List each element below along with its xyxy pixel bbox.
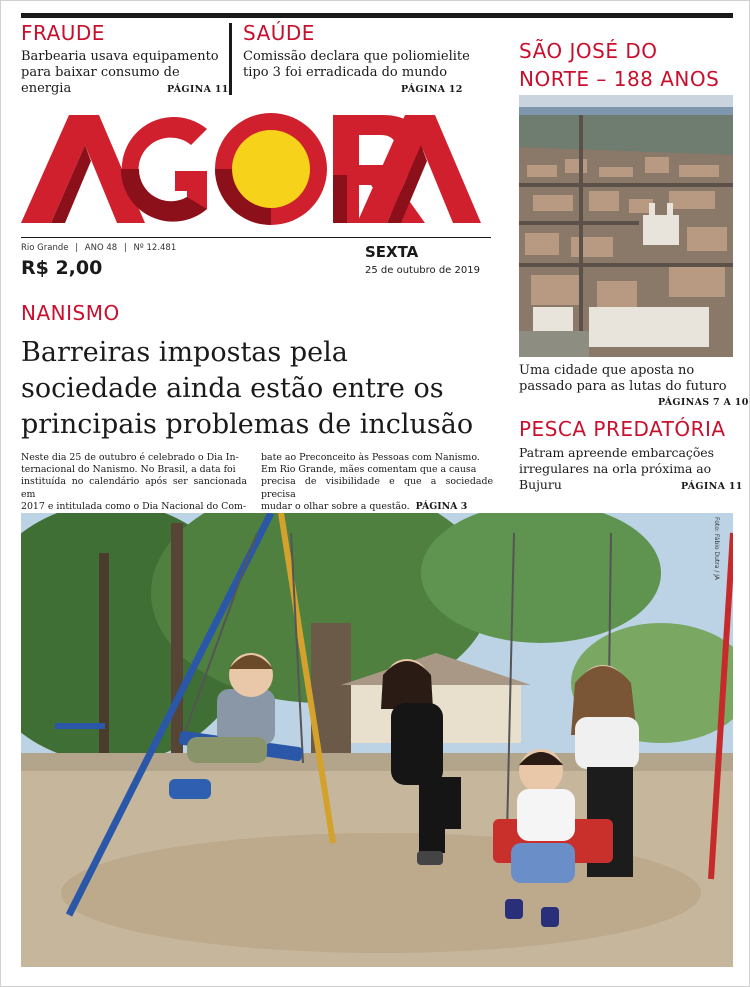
- lead-headline: [21, 335, 491, 443]
- teaser-line: irregulares na orla próxima ao Bujuru: [519, 461, 712, 492]
- aerial-city-photo: [519, 95, 733, 357]
- issue-number: Nº 12.481: [133, 243, 177, 253]
- body-line: mudar o olhar sobre a questão.: [261, 500, 410, 512]
- body-line: instituída no calendário após ser sancionada em: [21, 476, 247, 500]
- sidebar-second-page: PÁGINA 11: [681, 481, 743, 492]
- teaser-line: Patram apreende embarcações: [519, 445, 714, 460]
- teaser-line: Comissão declara que poliomielite: [243, 49, 470, 64]
- teaser-divider: [229, 23, 232, 95]
- body-line-last: [261, 501, 493, 513]
- kicker-line: NORTE – 188 ANOS: [519, 67, 720, 91]
- agora-logo: [21, 105, 481, 231]
- lead-kicker: NANISMO: [21, 301, 120, 325]
- meta-sep: |: [123, 243, 127, 253]
- playground-photo: [21, 513, 733, 967]
- body-line: Em Rio Grande, mães comentam que a causa: [261, 464, 477, 476]
- body-line: Neste dia 25 de outubro é celebrado o Dia In-: [21, 452, 239, 463]
- body-line: ternacional do Nanismo. No Brasil, a data foi: [21, 464, 236, 476]
- caption-line: Uma cidade que aposta no: [519, 363, 695, 378]
- sidebar-photo-pages: PÁGINAS 7 A 10: [658, 397, 749, 408]
- logo-letter-o: [215, 113, 327, 225]
- teaser-line: para baixar consumo de energia: [21, 65, 180, 96]
- lead-column-1: [21, 452, 247, 513]
- teaser-saude-text: [243, 49, 473, 81]
- caption-line: passado para as lutas do futuro: [519, 379, 727, 394]
- masthead-rule: [21, 237, 491, 238]
- headline-line: Barreiras impostas pela: [21, 337, 348, 368]
- lead-column-2: [261, 452, 493, 513]
- kicker-line: SÃO JOSÉ DO: [519, 39, 658, 63]
- teaser-line: tipo 3 foi erradicada do mundo: [243, 65, 448, 80]
- body-line: 2017 e intitulada como o Dia Nacional do Com-: [21, 500, 247, 512]
- meta-sep: |: [75, 243, 79, 253]
- edition: ANO 48: [84, 243, 118, 253]
- date: 25 de outubro de 2019: [365, 265, 480, 276]
- sidebar-feature-kicker: [519, 37, 734, 93]
- masthead-meta: [21, 243, 176, 253]
- headline-line: sociedade ainda estão entre os: [21, 373, 444, 404]
- sidebar-photo-caption: [519, 363, 734, 395]
- teaser-fraude-kicker: FRAUDE: [21, 21, 105, 45]
- teaser-fraude-page: PÁGINA 11: [167, 84, 229, 95]
- lead-page-ref: PÁGINA 3: [415, 500, 468, 512]
- body-line: bate ao Preconceito às Pessoas com Nanismo.: [261, 452, 480, 463]
- photo-credit: Foto: Fábio Dutra / JA: [713, 517, 720, 581]
- teaser-line: Barbearia usava equipamento: [21, 49, 219, 64]
- weekday: SEXTA: [365, 243, 419, 261]
- teaser-saude-kicker: SAÚDE: [243, 21, 315, 45]
- body-line: precisa de visibilidade e que a sociedade precisa: [261, 476, 493, 500]
- city: Rio Grande: [21, 243, 69, 253]
- sidebar-second-kicker: PESCA PREDATÓRIA: [519, 417, 726, 441]
- headline-line: principais problemas de inclusão: [21, 409, 474, 440]
- top-rule: [21, 13, 733, 18]
- price: R$ 2,00: [21, 257, 103, 279]
- teaser-saude-page: PÁGINA 12: [401, 84, 463, 95]
